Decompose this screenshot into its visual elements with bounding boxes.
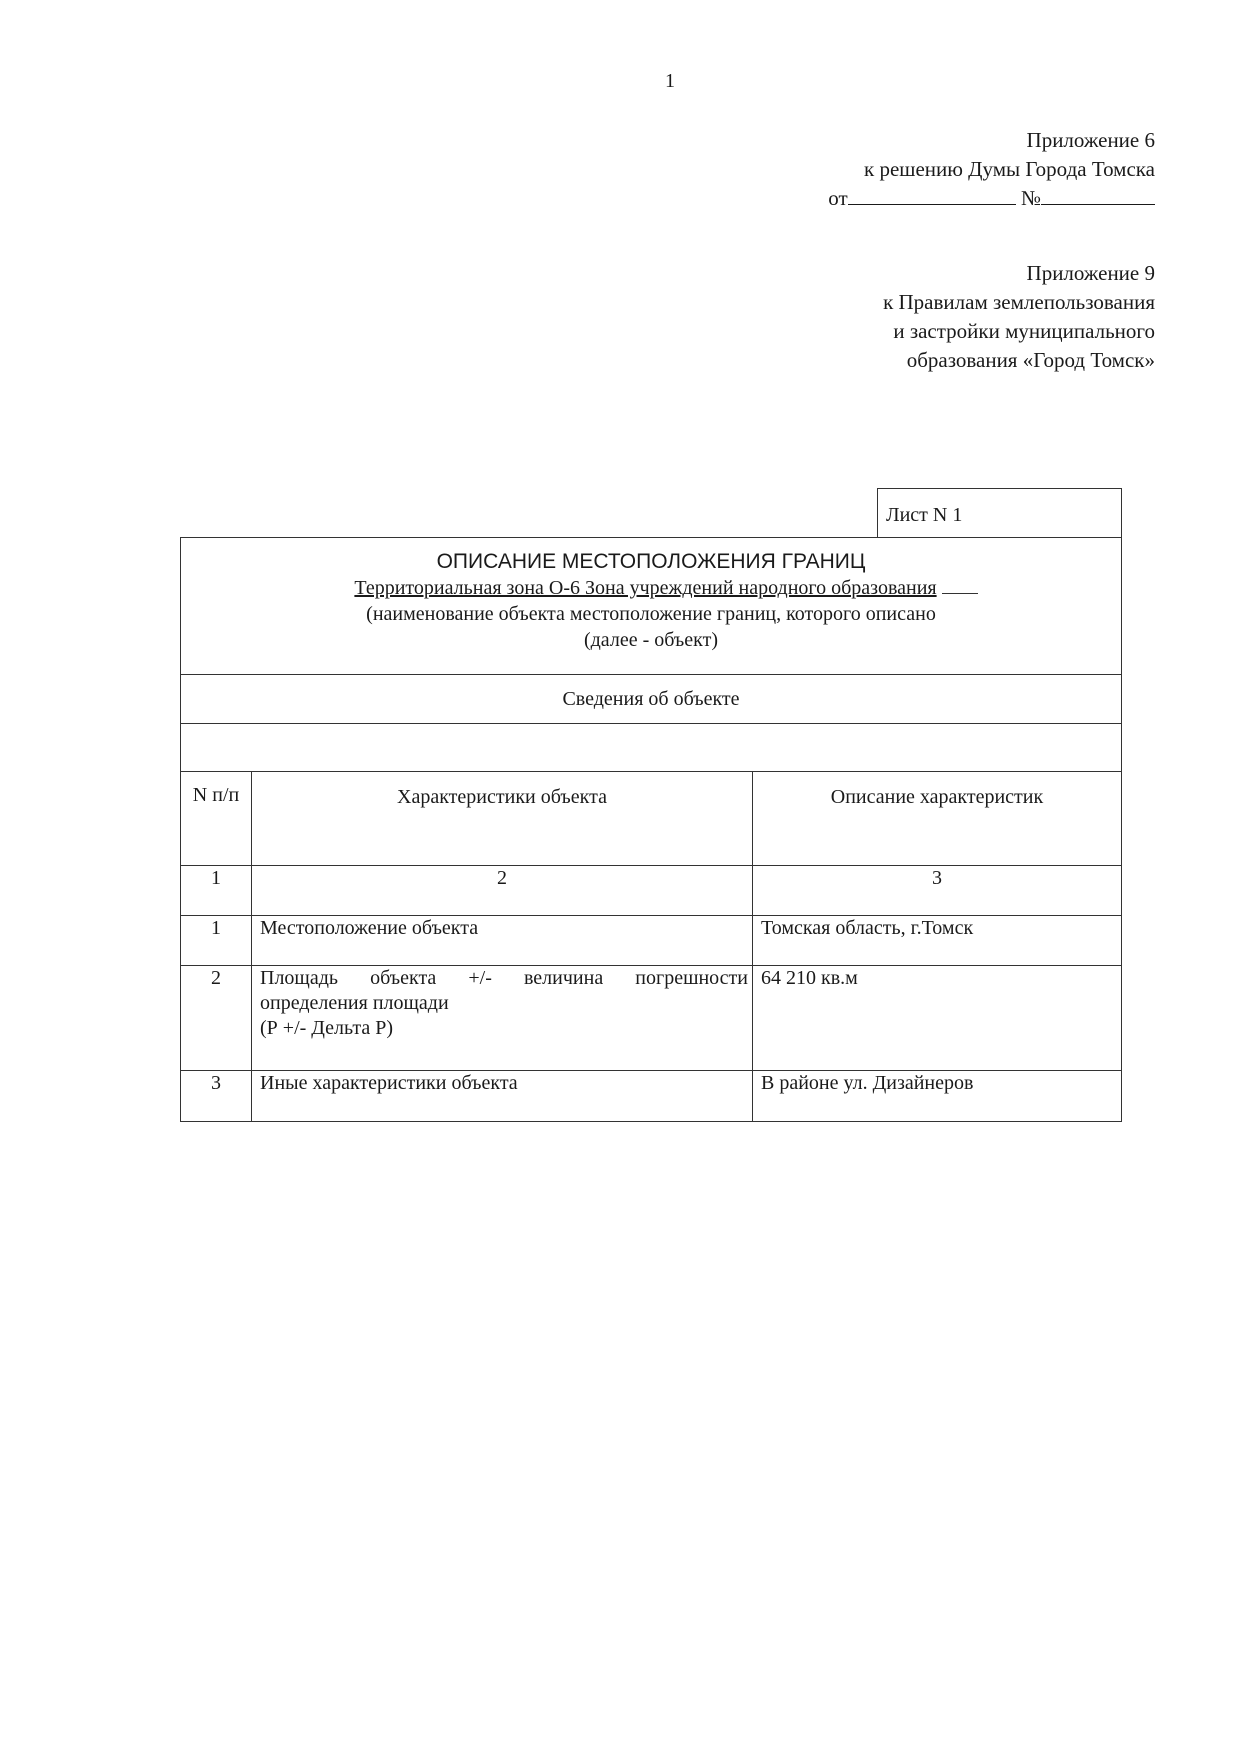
number-label: № [1020,186,1041,210]
page-number: 1 [665,70,675,92]
table-row [181,1071,1121,1121]
object-info-header: Сведения об объекте [181,675,1121,724]
zone-name-line [181,575,1121,601]
appendix-9-line2: к Правилам землепользования [883,290,1155,314]
table-row [181,916,1121,966]
sheet-number-box: Лист N 1 [877,488,1122,538]
row-value: 64 210 кв.м [753,966,1122,1071]
row-characteristic: Иные характеристики объекта [252,1071,753,1121]
characteristics-table [181,772,1121,1121]
boundary-description-table [180,537,1122,1122]
appendix-6-title: Приложение 6 [1026,128,1155,152]
appendix-6-block [828,126,1155,213]
appendix-9-line4: образования «Город Томск» [906,348,1155,372]
column-number-1: 1 [181,866,252,916]
row-characteristic [252,966,753,1071]
column-number-3: 3 [753,866,1122,916]
table-header-row [181,772,1121,866]
row-value: В районе ул. Дизайнеров [761,1072,974,1094]
from-label: от [828,186,848,210]
object-note-line1: (наименование объекта местоположение границ, которого описано [366,603,936,625]
zone-underline [942,577,978,594]
header-description: Описание характеристик [753,772,1122,866]
appendix-6-date-line [828,184,1155,213]
column-number-2: 2 [252,866,753,916]
column-number-row [181,866,1121,916]
row-number: 1 [181,916,252,966]
appendix-9-line3: и застройки муниципального [893,319,1155,343]
number-blank [1041,186,1155,205]
header-characteristic: Характеристики объекта [252,772,753,866]
header-number: N п/п [181,772,252,866]
appendix-9-title: Приложение 9 [1026,261,1155,285]
row-value: Томская область, г.Томск [753,916,1122,966]
document-title: ОПИСАНИЕ МЕСТОПОЛОЖЕНИЯ ГРАНИЦ [436,550,866,573]
empty-row [181,724,1121,772]
row-number: 3 [181,1071,252,1121]
row-characteristic: Местоположение объекта [252,916,753,966]
zone-name: Территориальная зона О-6 Зона учреждений народного образования [354,577,937,599]
area-characteristic-text: Площадь объекта +/- величина погрешности определения площади [260,967,748,1014]
appendix-9-block [883,259,1155,375]
appendix-6-decision: к решению Думы Города Томска [864,157,1155,181]
object-note-line2: (далее - объект) [583,629,719,651]
title-block [181,538,1121,675]
row-number: 2 [181,966,252,1071]
area-delta-text: (Р +/- Дельта Р) [260,1017,394,1039]
date-blank [848,186,1016,205]
table-row [181,966,1121,1071]
